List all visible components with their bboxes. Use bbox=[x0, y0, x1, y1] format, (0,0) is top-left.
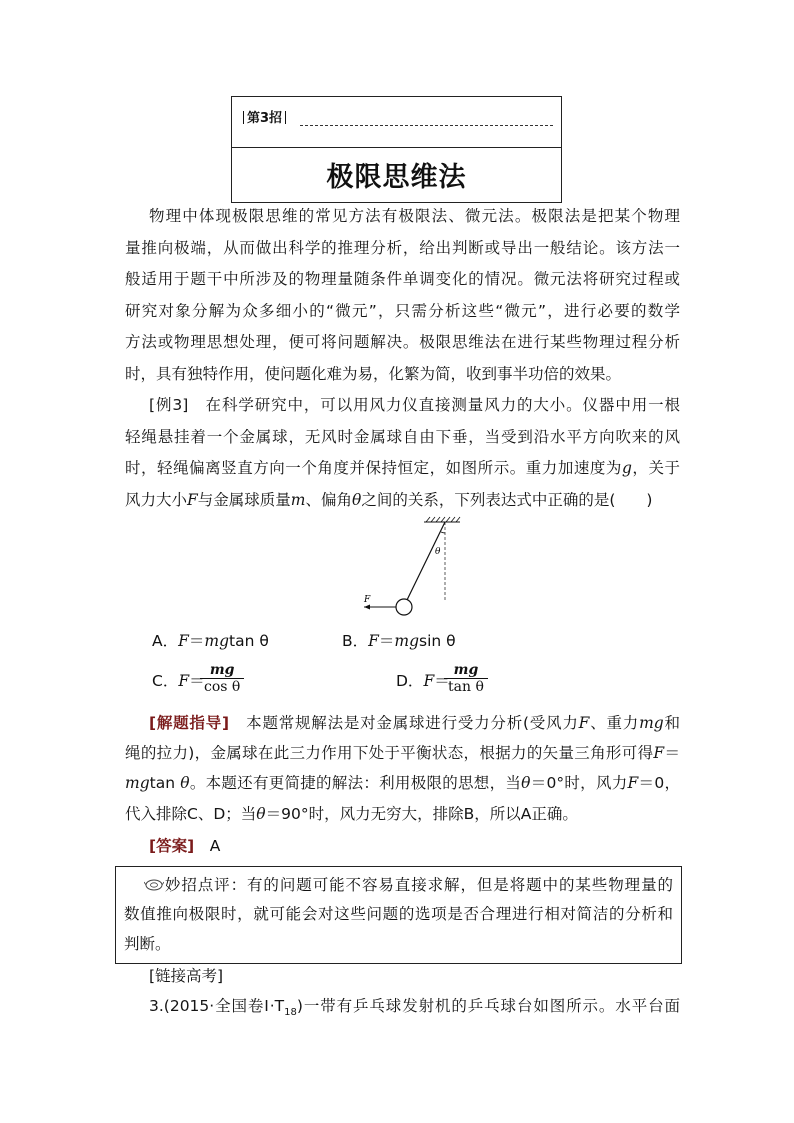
solution-text-1a: 本题常规解法是对金属球进行受力分析(受风力 bbox=[246, 714, 579, 732]
option-b-eq: ＝ bbox=[378, 632, 395, 650]
tag-label: 第3招 bbox=[247, 111, 283, 126]
option-d-fraction bbox=[444, 662, 488, 695]
comment-text-1: 妙招点评：有的问题可能不容易直接求解，但是将题中的某些物理量的 bbox=[164, 876, 673, 894]
solution-symbol-F2: F bbox=[653, 744, 665, 762]
solution-text-4a: 代入排除C、D；当 bbox=[125, 805, 257, 823]
pendulum-figure bbox=[360, 516, 470, 620]
solution-line-2 bbox=[125, 743, 680, 763]
solution-symbol-theta: θ bbox=[180, 774, 190, 792]
solution-text-3d: ＝0， bbox=[638, 774, 680, 792]
solution-text-1b: 、重力 bbox=[589, 714, 640, 732]
link-question-b: )一带有乒乓球发射机的乒乓球台如图所示。水平台面 bbox=[296, 997, 680, 1015]
intro-line-2: 量推向极端，从而做出科学的推理分析，给出判断或导出一般结论。该方法一 bbox=[125, 239, 680, 257]
example-text-3a: 时，轻绳偏离竖直方向一个角度并保持恒定，如图所示。重力加速度为 bbox=[125, 459, 622, 477]
option-c-numerator: mg bbox=[209, 662, 235, 678]
example-line-2: 轻绳悬挂着一个金属球，无风时金属球自由下垂，当受到沿水平方向吹来的风 bbox=[125, 428, 680, 446]
option-d-letter: D． bbox=[396, 672, 424, 690]
example-text-4c: 、偏角 bbox=[305, 491, 353, 509]
option-c-lhs: F bbox=[178, 672, 190, 690]
tip-comment-box bbox=[115, 866, 682, 964]
option-a-mg: mg bbox=[204, 632, 230, 650]
option-d-numerator: mg bbox=[453, 662, 479, 678]
force-label: F bbox=[364, 595, 371, 605]
comment-line-1 bbox=[144, 875, 673, 895]
solution-text-4b: ＝90°时，风力无穷大，排除B，所以A正确。 bbox=[265, 805, 578, 823]
comment-line-2: 数值推向极限时，就可能会对这些问题的选项是否合理进行相对简洁的分析和 bbox=[124, 905, 673, 923]
solution-symbol-theta2: θ bbox=[521, 774, 531, 792]
link-label: [链接高考] bbox=[149, 967, 224, 985]
method-tag bbox=[240, 107, 289, 126]
symbol-g: g bbox=[621, 459, 632, 477]
option-d-lhs: F bbox=[423, 672, 435, 690]
answer-value: A bbox=[209, 837, 221, 855]
example-text-3c: ，关于 bbox=[631, 459, 680, 477]
solution-text-2b: ＝ bbox=[664, 744, 680, 762]
comment-line-3: 判断。 bbox=[124, 935, 171, 953]
answer-line bbox=[149, 836, 220, 856]
solution-text-3b: 。本题还有更简捷的解法：利用极限的思想，当 bbox=[189, 774, 522, 792]
solution-text-2a: 绳的拉力)，金属球在此三力作用下处于平衡状态，根据力的矢量三角形可得 bbox=[125, 744, 654, 762]
option-a-letter: A． bbox=[152, 632, 179, 650]
option-a-lhs: F bbox=[178, 632, 189, 650]
solution-text-3a: tan bbox=[149, 774, 176, 792]
intro-line-1: 物理中体现极限思维的常见方法有极限法、微元法。极限法是把某个物理 bbox=[149, 207, 680, 225]
solution-line-3 bbox=[125, 773, 680, 793]
angle-label: θ bbox=[435, 547, 441, 557]
tip-icon bbox=[144, 878, 164, 892]
arrow-head bbox=[364, 605, 370, 610]
example-text-4a: 风力大小 bbox=[125, 491, 188, 509]
option-b-letter: B． bbox=[342, 632, 369, 650]
ceiling-hatch bbox=[424, 517, 460, 522]
intro-line-6: 时，具有独特作用，使问题化难为易，化繁为简，收到事半功倍的效果。 bbox=[125, 365, 622, 383]
option-d-eq: ＝ bbox=[434, 672, 450, 690]
intro-line-3: 般适用于题干中所涉及的物理量随条件单调变化的情况。微元法将研究过程或 bbox=[125, 270, 680, 288]
example-text-4d: 之间的关系，下列表达式中正确的是( ) bbox=[361, 491, 653, 509]
solution-symbol-theta3: θ bbox=[256, 805, 266, 823]
option-c-denominator: cos θ bbox=[200, 678, 244, 695]
symbol-theta: θ bbox=[352, 491, 362, 509]
option-d-denominator: tan θ bbox=[444, 678, 488, 695]
option-a-fn: tan θ bbox=[229, 632, 269, 650]
option-a-eq: ＝ bbox=[188, 632, 205, 650]
angle-arc bbox=[441, 532, 445, 533]
option-b[interactable] bbox=[342, 631, 456, 651]
option-c-eq: ＝ bbox=[189, 672, 205, 690]
symbol-F: F bbox=[187, 491, 198, 509]
example-line-1 bbox=[149, 395, 680, 415]
example-line-3 bbox=[125, 458, 680, 478]
solution-line-1 bbox=[149, 713, 680, 733]
link-question-a: 3.(2015·全国卷Ⅰ·T bbox=[149, 997, 285, 1015]
option-b-mg: mg bbox=[394, 632, 420, 650]
example-line-4 bbox=[125, 490, 680, 510]
string-line bbox=[407, 522, 445, 600]
example-text-1: 在科学研究中，可以用风力仪直接测量风力的大小。仪器中用一根 bbox=[205, 396, 680, 414]
symbol-m: m bbox=[290, 491, 306, 509]
link-question-line bbox=[149, 996, 680, 1023]
solution-symbol-F3: F bbox=[627, 774, 639, 792]
method-header-box bbox=[231, 96, 562, 203]
solution-label: [解题指导] bbox=[149, 714, 230, 732]
metal-ball bbox=[396, 599, 412, 615]
intro-line-5: 方法或物理思想处理，便可将问题解决。极限思维法在进行某些物理过程分析 bbox=[125, 333, 680, 351]
option-c-fraction bbox=[200, 662, 244, 695]
option-c[interactable] bbox=[152, 671, 205, 691]
intro-line-4: 研究对象分解为众多细小的“微元”，只需分析这些“微元”，进行必要的数学 bbox=[125, 302, 680, 320]
solution-text-3c: ＝0°时，风力 bbox=[530, 774, 628, 792]
header-divider bbox=[232, 147, 561, 148]
option-b-fn: sin θ bbox=[419, 632, 456, 650]
solution-symbol-mg2: mg bbox=[125, 774, 150, 792]
tag-dashed-rule bbox=[300, 125, 553, 126]
option-c-letter: C． bbox=[152, 672, 179, 690]
option-d[interactable] bbox=[396, 671, 450, 691]
example-label: [例3] bbox=[149, 396, 189, 414]
tag-right-bar bbox=[285, 111, 286, 124]
solution-text-1c: 和 bbox=[663, 714, 680, 732]
link-question-sub: 18 bbox=[284, 1007, 297, 1019]
solution-symbol-mg: mg bbox=[639, 714, 664, 732]
solution-symbol-F: F bbox=[578, 714, 590, 732]
option-a[interactable] bbox=[152, 631, 269, 651]
answer-label: [答案] bbox=[149, 837, 195, 855]
tag-left-bar bbox=[243, 111, 244, 124]
option-b-lhs: F bbox=[368, 632, 379, 650]
example-text-4b: 与金属球质量 bbox=[197, 491, 291, 509]
page-title: 极限思维法 bbox=[326, 162, 467, 193]
solution-line-4 bbox=[125, 804, 680, 824]
